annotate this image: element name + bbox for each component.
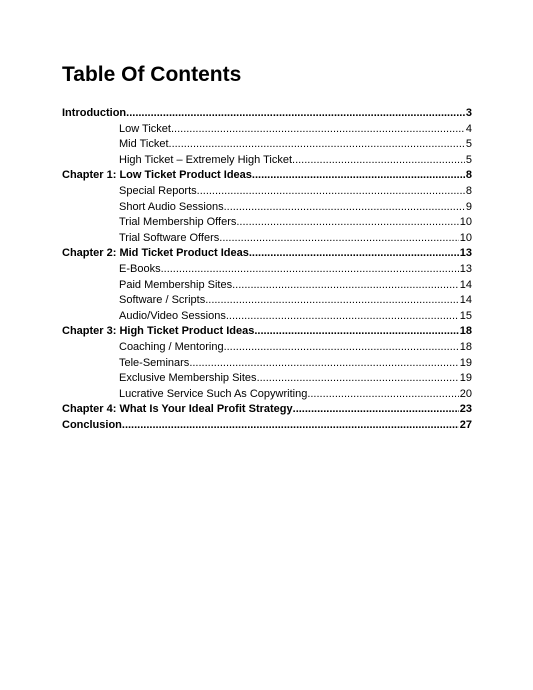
dot-leader (126, 106, 465, 122)
page-title: Table Of Contents (62, 63, 242, 86)
toc-entry-chapter[interactable] (62, 168, 472, 184)
toc-entry-label: Trial Membership Offers (119, 216, 237, 229)
dot-leader (169, 137, 465, 153)
toc-entry-label: Conclusion (62, 418, 122, 431)
toc-entry-page-number: 10 (459, 216, 472, 229)
toc-entry-page-number: 9 (465, 200, 472, 213)
toc-entry-section[interactable] (62, 387, 472, 403)
toc-entry-page-number: 14 (459, 294, 472, 307)
dot-leader (224, 340, 459, 356)
toc-entry-chapter[interactable] (62, 402, 472, 418)
toc-entry-page-number: 19 (459, 372, 472, 385)
dot-leader (224, 200, 465, 216)
dot-leader (161, 262, 459, 278)
dot-leader (249, 246, 459, 262)
toc-entry-page-number: 5 (465, 138, 472, 151)
toc-entry-label: Tele-Seminars (119, 356, 190, 369)
toc-entry-chapter[interactable] (62, 324, 472, 340)
dot-leader (257, 371, 459, 387)
dot-leader (189, 356, 458, 372)
toc-entry-label: Special Reports (119, 184, 197, 197)
toc-entry-chapter[interactable] (62, 106, 472, 122)
toc-entry-label: Chapter 3: High Ticket Product Ideas (62, 325, 255, 338)
toc-entry-section[interactable] (62, 122, 472, 138)
toc-entry-section[interactable] (62, 215, 472, 231)
dot-leader (171, 122, 465, 138)
toc-entry-label: Coaching / Mentoring (119, 340, 224, 353)
toc-entry-page-number: 8 (465, 169, 472, 182)
toc-entry-section[interactable] (62, 231, 472, 247)
toc-entry-label: Short Audio Sessions (119, 200, 224, 213)
toc-entry-label: Exclusive Membership Sites (119, 372, 257, 385)
toc-entry-label: Chapter 2: Mid Ticket Product Ideas (62, 247, 249, 260)
toc-entry-label: Chapter 1: Low Ticket Product Ideas (62, 169, 252, 182)
dot-leader (292, 153, 465, 169)
toc-entry-page-number: 14 (459, 278, 472, 291)
toc-entry-page-number: 5 (465, 153, 472, 166)
toc-entry-label: Audio/Video Sessions (119, 309, 226, 322)
dot-leader (122, 418, 459, 434)
toc-entry-section[interactable] (62, 371, 472, 387)
toc-entry-section[interactable] (62, 293, 472, 309)
table-of-contents (62, 106, 472, 433)
toc-entry-label: Software / Scripts (119, 294, 206, 307)
toc-entry-page-number: 3 (465, 107, 472, 119)
dot-leader (254, 324, 458, 340)
toc-entry-page-number: 10 (459, 231, 472, 244)
toc-entry-section[interactable] (62, 356, 472, 372)
dot-leader (252, 168, 465, 184)
toc-entry-label: Lucrative Service Such As Copywriting (119, 387, 308, 400)
toc-entry-page-number: 20 (459, 387, 472, 400)
toc-entry-label: Introduction (62, 107, 127, 119)
toc-entry-label: High Ticket – Extremely High Ticket (119, 153, 293, 166)
dot-leader (232, 278, 459, 294)
toc-entry-section[interactable] (62, 278, 472, 294)
toc-entry-section[interactable] (62, 137, 472, 153)
toc-entry-page-number: 15 (459, 309, 472, 322)
toc-entry-chapter[interactable] (62, 246, 472, 262)
dot-leader (307, 387, 458, 403)
dot-leader (205, 293, 459, 309)
toc-entry-page-number: 19 (459, 356, 472, 369)
toc-entry-chapter[interactable] (62, 418, 472, 434)
toc-entry-page-number: 8 (465, 184, 472, 197)
toc-entry-label: Chapter 4: What Is Your Ideal Profit Strategy (62, 403, 293, 416)
toc-entry-label: Mid Ticket (119, 138, 169, 151)
dot-leader (226, 309, 459, 325)
toc-entry-section[interactable] (62, 200, 472, 216)
toc-entry-label: Paid Membership Sites (119, 278, 233, 291)
toc-entry-section[interactable] (62, 309, 472, 325)
dot-leader (197, 184, 465, 200)
dot-leader (219, 231, 458, 247)
dot-leader (236, 215, 458, 231)
toc-entry-page-number: 13 (459, 247, 472, 260)
toc-entry-page-number: 27 (459, 418, 472, 431)
toc-entry-label: E-Books (119, 262, 161, 275)
toc-entry-page-number: 23 (459, 403, 472, 416)
toc-entry-section[interactable] (62, 340, 472, 356)
toc-entry-page-number: 18 (459, 325, 472, 338)
toc-entry-label: Low Ticket (119, 122, 171, 135)
toc-entry-label: Trial Software Offers (119, 231, 220, 244)
toc-entry-page-number: 18 (459, 340, 472, 353)
toc-entry-section[interactable] (62, 262, 472, 278)
toc-entry-section[interactable] (62, 153, 472, 169)
toc-entry-page-number: 4 (465, 122, 472, 135)
toc-entry-section[interactable] (62, 184, 472, 200)
dot-leader (293, 402, 459, 418)
toc-entry-page-number: 13 (459, 262, 472, 275)
